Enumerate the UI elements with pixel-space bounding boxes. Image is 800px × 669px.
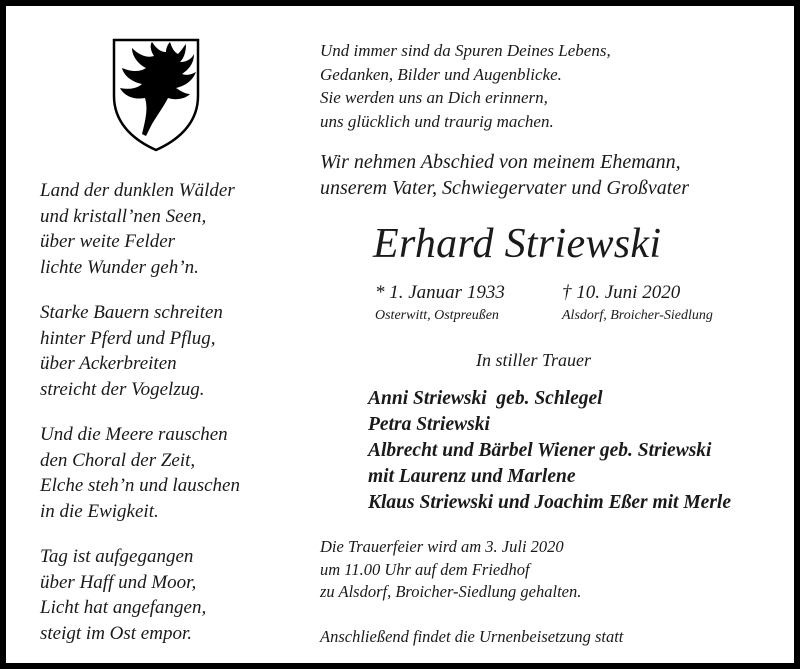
poem-stanza-2 xyxy=(40,300,280,402)
death-date: † 10. Juni 2020 xyxy=(562,282,681,303)
poem-stanza-1 xyxy=(40,178,280,280)
poem-line: Land der dunklen Wälder xyxy=(40,180,235,201)
poem-line: Tag ist aufgegangen xyxy=(40,546,194,567)
ceremony-line: Die Trauerfeier wird am 3. Juli 2020 xyxy=(320,537,564,556)
family-member: Petra Striewski xyxy=(368,414,490,435)
coat-of-arms-antler-icon xyxy=(112,38,200,152)
farewell-line: unserem Vater, Schwiegervater und Großvater xyxy=(320,177,690,199)
intro-line: uns glücklich und traurig machen. xyxy=(320,111,554,131)
ceremony-notice xyxy=(320,536,581,604)
poem-stanza-4 xyxy=(40,544,280,646)
poem-line: hinter Pferd und Pflug, xyxy=(40,327,216,349)
ceremony-line: zu Alsdorf, Broicher-Siedlung gehalten. xyxy=(320,582,582,601)
poem-line: Starke Bauern schreiten xyxy=(40,302,223,323)
farewell-line: Wir nehmen Abschied von meinem Ehemann, xyxy=(320,151,681,173)
farewell-text xyxy=(320,149,689,201)
intro-line: Gedanken, Bilder und Augenblicke. xyxy=(320,64,562,84)
intro-line: Und immer sind da Spuren Deines Lebens, xyxy=(320,41,611,60)
mourning-label: In stiller Trauer xyxy=(476,350,592,370)
poem-line: Licht hat angefangen, xyxy=(40,597,207,618)
poem-line: in die Ewigkeit. xyxy=(40,500,159,522)
family-member: Klaus Striewski und Joachim Eßer mit Merle xyxy=(368,492,731,513)
poem-line: und kristall’nen Seen, xyxy=(40,205,207,227)
ceremony-line: um 11.00 Uhr auf dem Friedhof xyxy=(320,559,530,579)
death-place: Alsdorf, Broicher-Siedlung xyxy=(562,308,713,323)
deceased-name: Erhard Striewski xyxy=(373,221,662,267)
family-member: mit Laurenz und Marlene xyxy=(368,466,576,487)
urn-notice: Anschließend findet die Urnenbeisetzung statt xyxy=(320,627,624,646)
poem-stanza-3 xyxy=(40,422,280,524)
poem-line: lichte Wunder geh’n. xyxy=(40,256,199,278)
family-member: Anni Striewski geb. Schlegel xyxy=(368,388,603,409)
poem-line: Und die Meere rauschen xyxy=(40,424,228,445)
birth-date: * 1. Januar 1933 xyxy=(375,282,505,303)
poem-line: über weite Felder xyxy=(40,231,176,252)
intro-verse xyxy=(320,39,611,133)
family-member: Albrecht und Bärbel Wiener geb. Striewski xyxy=(368,440,712,461)
poem-line: über Ackerbreiten xyxy=(40,353,177,374)
poem-line: den Choral der Zeit, xyxy=(40,449,196,471)
birth-place: Osterwitt, Ostpreußen xyxy=(375,308,499,323)
intro-line: Sie werden uns an Dich erinnern, xyxy=(320,88,548,107)
poem-line: steigt im Ost empor. xyxy=(40,622,192,644)
poem-line: streicht der Vogelzug. xyxy=(40,378,205,400)
poem-line: Elche steh’n und lauschen xyxy=(40,475,240,496)
poem-line: über Haff und Moor, xyxy=(40,571,197,593)
family-list xyxy=(368,386,731,516)
